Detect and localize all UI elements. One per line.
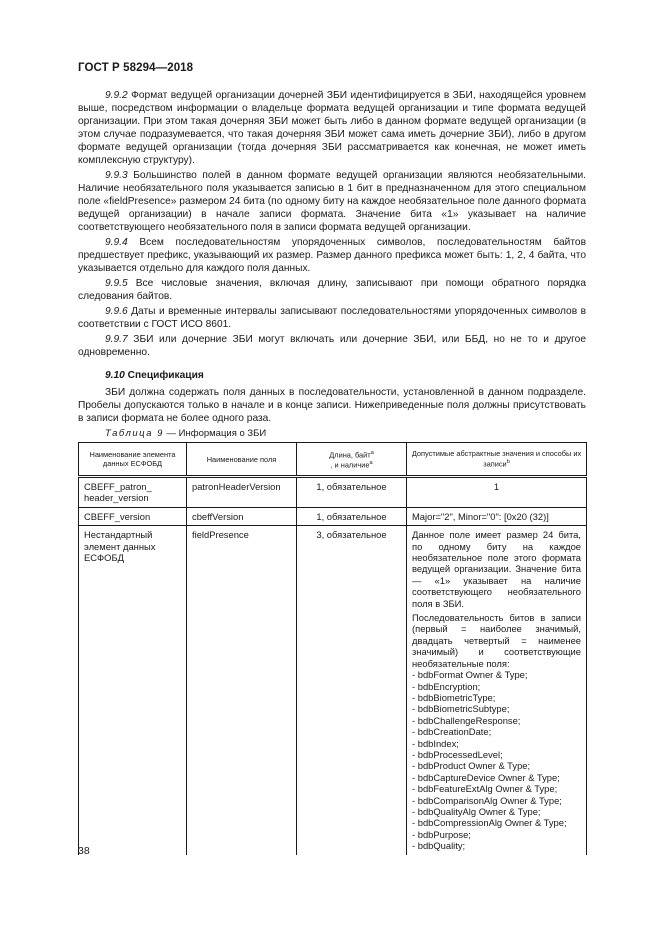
cell-values: 1 (407, 477, 587, 508)
cell-length: 3, обязательное (297, 526, 407, 855)
header-values (407, 443, 587, 477)
clause-number: 9.9.7 (105, 334, 128, 345)
clause-text: Формат ведущей организации дочерней ЗБИ идентифицируется в ЗБИ, находящейся уровнем выше, посредством информации о владельце формата ведущей организации и типе формата ведущей организации. При этом такая дочерняя ЗБИ может быть либо в данном формате ведущей организации (в этом случае подразумевается, что такая дочерняя ЗБИ может сама иметь дочерние ЗБИ), либо в другом формате ведущей организации (тогда дочерняя ЗБИ рассматривается как конечная, не может иметь комплексную структуру). (78, 90, 586, 166)
clause-text: ЗБИ или дочерние ЗБИ могут включать или дочерние ЗБИ, или ББД, но не то и другое одновременно. (78, 334, 586, 358)
clause-number: 9.9.2 (105, 90, 128, 101)
list-item: - bdbProcessedLevel; (412, 748, 503, 760)
list-item: - bdbBiometricType; (412, 691, 496, 703)
cell-element: CBEFF_version (79, 507, 187, 525)
cell-element: Нестандартный элемент данных ЕСФОБД (79, 526, 187, 855)
header-element-name: Наименование элемента данных ЕСФОБД (79, 443, 187, 477)
section-number: 9.10 (105, 370, 125, 381)
paragraph-9-9-2 (78, 89, 586, 167)
clause-number: 9.9.4 (105, 237, 128, 248)
paragraph-9-9-3 (78, 169, 586, 234)
cell-length: 1, обязательное (297, 507, 407, 525)
bit-order-description: Последовательность битов в записи (первый = наиболее значимый, двадцать четвертый = наименее значимый) и соответствующие необязательные поля: (412, 612, 581, 669)
list-item: - bdbBiometricSubtype; (412, 703, 510, 715)
list-item: - bdbCaptureDevice Owner & Type; (412, 771, 560, 783)
list-item: - bdbCreationDate; (412, 726, 492, 738)
paragraph-9-9-5 (78, 277, 586, 303)
list-item: - bdbEncryption; (412, 680, 481, 692)
header-field-name: Наименование поля (187, 443, 297, 477)
list-item: - bdbFormat Owner & Type; (412, 669, 528, 681)
list-item: - bdbChallengeResponse; (412, 714, 521, 726)
table-caption-label: Таблица 9 (105, 428, 164, 439)
cell-field: patronHeaderVersion (187, 477, 297, 508)
table-caption-title: — Информация о ЗБИ (163, 428, 267, 439)
header-length-text: Длина, байт (329, 450, 371, 459)
table-caption (78, 427, 586, 440)
section-paragraph: ЗБИ должна содержать поля данных в последовательности, установленной в данном подразделе. Пробелы допускаются только в начале и в конце записи. Нижеприведенные поля должны присутствовать в записи формата не более одного раза. (78, 387, 586, 424)
clause-text: Все числовые значения, включая длину, записывают при помощи обратного порядка следования байтов. (78, 278, 586, 302)
cell-element: CBEFF_patron_ header_version (79, 477, 187, 508)
clause-number: 9.9.6 (105, 306, 128, 317)
field-presence-description: Данное поле имеет размер 24 бита, по одному биту на каждое необязательное поле этого формата ведущей организации. Значение бита — «1» указывает на наличие соответствующего необязательного поля в ЗБИ. (412, 529, 581, 609)
header-values-text: Допустимые абстрактные значения и способы их записи (411, 449, 582, 469)
clause-text: Даты и временные интервалы записывают последовательностями упорядоченных символов в соответствии с ГОСТ ИСО 8601. (78, 306, 586, 330)
clause-number: 9.9.5 (105, 278, 128, 289)
optional-fields-list (412, 669, 581, 852)
table-row (79, 477, 587, 508)
list-item: - bdbQuality; (412, 840, 466, 852)
body-text (78, 89, 586, 855)
clause-number: 9.9.3 (105, 170, 128, 181)
paragraph-9-9-7 (78, 333, 586, 359)
table-row (79, 526, 587, 855)
cell-values (407, 526, 587, 855)
clause-text: Большинство полей в данном формате ведущей организации являются необязательными. Наличие необязательного поля указывается записью в 1 бит в предназначенном для этого специальном поле «fieldPresence» размером 24 бита (по одному биту на каждое необязательное поле данного формата ведущей организации) в начале записи формата. Значение бита «1» указывает на наличие соответствующего необязательного поля в записи формата ведущей организации. (78, 170, 586, 233)
zbi-info-table (78, 442, 587, 855)
cell-field: cbeffVersion (187, 507, 297, 525)
paragraph-9-9-4 (78, 236, 586, 275)
footnote-marker: a (370, 449, 374, 456)
list-item: - bdbFeatureExtAlg Owner & Type; (412, 783, 558, 795)
section-title: Спецификация (124, 370, 204, 381)
footnote-marker: b (506, 459, 510, 466)
cell-length: 1, обязательное (297, 477, 407, 508)
clause-text: Всем последовательностям упорядоченных символов, последовательностям байтов предшествует префикс, указывающий их размер. Размер данного префикса может быть: 1, 2, 4 байта, что указывается отдельно для каждого поля данных. (78, 237, 586, 274)
page-number: 38 (78, 845, 90, 857)
footnote-marker: a (369, 460, 373, 466)
list-item: - bdbCompressionAlg Owner & Type; (412, 817, 567, 829)
list-item: - bdbIndex; (412, 737, 459, 749)
document-header: ГОСТ Р 58294—2018 (78, 62, 194, 74)
header-length (297, 443, 407, 477)
cell-field: fieldPresence (187, 526, 297, 855)
list-item: - bdbProduct Owner & Type; (412, 760, 531, 772)
header-presence-text: , и наличие (330, 460, 370, 470)
cell-values: Major="2", Minor="0": [0x20 (32)] (407, 507, 587, 525)
section-heading (78, 369, 586, 382)
table-row (79, 507, 587, 525)
paragraph-9-9-6 (78, 305, 586, 331)
list-item: - bdbQualityAlg Owner & Type; (412, 805, 541, 817)
list-item: - bdbPurpose; (412, 828, 471, 840)
table-header-row (79, 443, 587, 477)
list-item: - bdbComparisonAlg Owner & Type; (412, 794, 562, 806)
